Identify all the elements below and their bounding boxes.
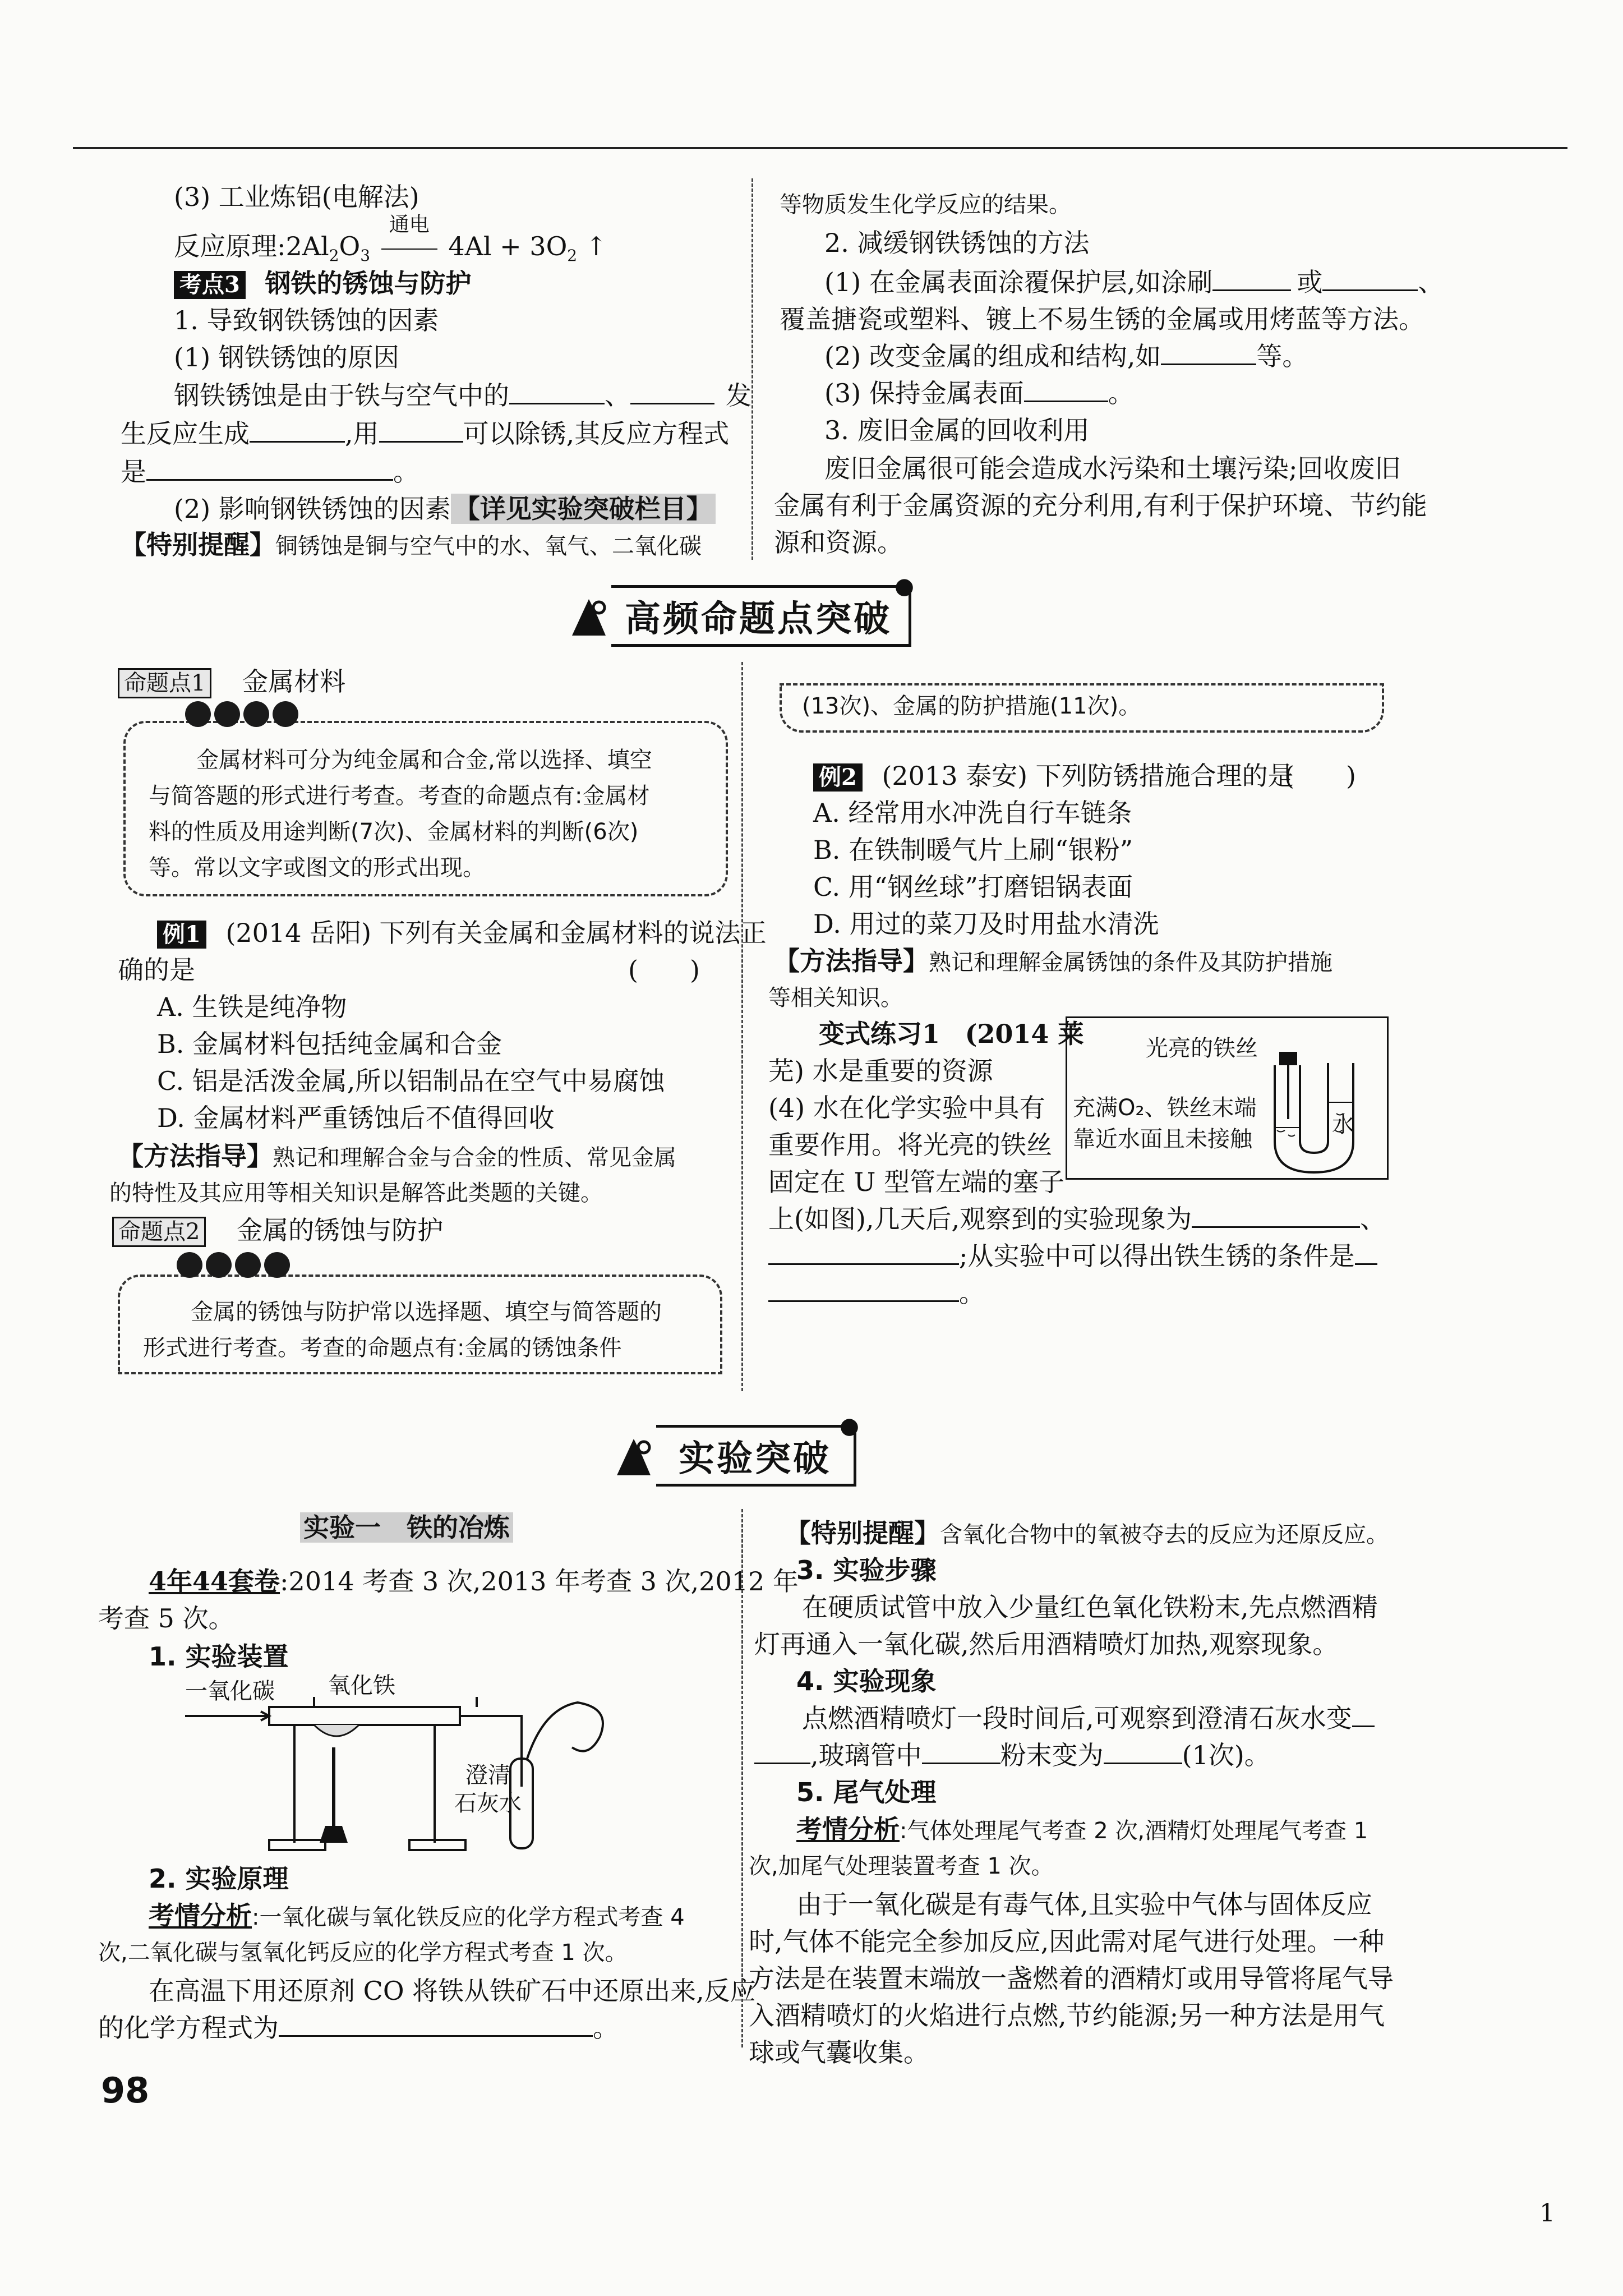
summary-line: 形式进行考查。考查的命题点有:金属的锈蚀条件 bbox=[143, 1335, 622, 1361]
u-tube-drawing bbox=[1067, 1018, 1387, 1178]
text-line: ,玻璃管中 粉末变为 (1次)。 bbox=[754, 1737, 1270, 1774]
proposition-label: 命题点1 bbox=[118, 668, 211, 698]
text-line: 。 bbox=[768, 1274, 985, 1312]
text-line: 1. 导致钢铁锈蚀的因素 bbox=[174, 305, 439, 335]
proposition-heading: 命题点1 金属材料 bbox=[118, 663, 345, 700]
figure-label: 石灰水 bbox=[454, 1791, 522, 1816]
answer-blank[interactable] bbox=[1024, 378, 1108, 402]
analysis-line: 考情分析:一氧化碳与氧化铁反应的化学方程式考查 4 bbox=[149, 1901, 685, 1931]
option-item[interactable]: A. 生铁是纯净物 bbox=[157, 992, 347, 1022]
banner-logo-icon bbox=[566, 591, 611, 641]
text-line: 生反应生成 ,用 可以除锈,其反应方程式 bbox=[121, 418, 730, 449]
example-heading: 例1 (2014 岳阳) 下列有关金属和金属材料的说法正 bbox=[157, 914, 767, 951]
banner-title: 高频命题点突破 ● bbox=[611, 585, 911, 647]
text-line: 在硬质试管中放入少量红色氧化铁粉末,先点燃酒精 bbox=[802, 1592, 1378, 1622]
banner-logo-icon bbox=[611, 1430, 656, 1481]
answer-blank[interactable] bbox=[768, 1241, 959, 1265]
proposition-heading: 命题点2 金属的锈蚀与防护 bbox=[112, 1212, 443, 1249]
page-number: 98 bbox=[101, 2070, 150, 2111]
guide-line: 的特性及其应用等相关知识是解答此类题的关键。 bbox=[109, 1180, 603, 1206]
text-line: (3) 工业炼铝(电解法) bbox=[174, 182, 419, 212]
text-line: 入酒精喷灯的火焰进行点燃,节约能源;另一种方法是用气 bbox=[749, 2000, 1385, 2031]
option-item[interactable]: D. 金属材料严重锈蚀后不值得回收 bbox=[157, 1103, 555, 1133]
text-line: (4) 水在化学实验中具有 bbox=[768, 1093, 1045, 1123]
section-banner-experiment bbox=[611, 1413, 861, 1484]
text-line: 固定在 U 型管左端的塞子 bbox=[768, 1167, 1065, 1197]
text-line: 上(如图),几天后,观察到的实验现象为 、 bbox=[768, 1204, 1386, 1234]
text-line: 的化学方程式为 。 bbox=[98, 2013, 619, 2043]
kaodian-heading: 考点3 钢铁的锈蚀与防护 bbox=[174, 265, 471, 302]
stat-line: 考查 5 次。 bbox=[98, 1603, 234, 1634]
text-line: 点燃酒精喷灯一段时间后,可观察到澄清石灰水变 bbox=[802, 1700, 1375, 1737]
text-line: (1) 钢铁锈蚀的原因 bbox=[174, 342, 399, 372]
guide-line: 【方法指导】熟记和理解合金与合金的性质、常见金属 bbox=[118, 1141, 676, 1171]
text-line: 时,气体不能完全参加反应,因此需对尾气进行处理。一种 bbox=[749, 1926, 1385, 1957]
text-line: 由于一氧化碳是有毒气体,且实验中气体与固体反应 bbox=[796, 1889, 1372, 1920]
corner-number: 1 bbox=[1539, 2199, 1555, 2228]
figure-label: 水 bbox=[1332, 1112, 1354, 1138]
reaction-arrow: 通电 bbox=[379, 228, 440, 265]
step-heading: 5. 尾气处理 bbox=[796, 1777, 937, 1807]
step-heading: 2. 实验原理 bbox=[149, 1864, 289, 1894]
text-line: ;从实验中可以得出铁生锈的条件是 bbox=[768, 1237, 1377, 1274]
decor-dots bbox=[185, 701, 298, 727]
figure-label: 充满O₂、铁丝末端 bbox=[1073, 1095, 1257, 1121]
answer-blank[interactable] bbox=[1104, 1740, 1182, 1764]
tip-line: 【特别提醒】铜锈蚀是铜与空气中的水、氧气、二氧化碳 bbox=[121, 530, 702, 560]
option-item[interactable]: B. 在铁制暖气片上刷“银粉” bbox=[813, 835, 1133, 865]
analysis-line: 考情分析:气体处理尾气考查 2 次,酒精灯处理尾气考查 1 bbox=[796, 1814, 1368, 1844]
highlight-tag: 【详见实验突破栏目】 bbox=[451, 494, 716, 524]
u-tube-figure bbox=[1066, 1016, 1389, 1180]
banner-dot-icon: ● bbox=[895, 573, 916, 599]
summary-line: 与简答题的形式进行考查。考查的命题点有:金属材 bbox=[149, 783, 650, 809]
summary-line: 料的性质及用途判断(7次)、金属材料的判断(6次) bbox=[149, 819, 639, 845]
column-divider bbox=[741, 662, 743, 1391]
decor-dots bbox=[177, 1252, 290, 1278]
text-line: (2) 改变金属的组成和结构,如 等。 bbox=[824, 341, 1308, 371]
example-label: 例1 bbox=[157, 921, 206, 949]
option-item[interactable]: A. 经常用水冲洗自行车链条 bbox=[813, 798, 1132, 828]
text-line: 等物质发生化学反应的结果。 bbox=[780, 192, 1071, 218]
text-line: (2) 影响钢铁锈蚀的因素 【详见实验突破栏目】 bbox=[174, 490, 716, 527]
answer-blank[interactable] bbox=[1322, 267, 1418, 291]
answer-blank[interactable] bbox=[1192, 1204, 1360, 1228]
answer-blank[interactable] bbox=[379, 418, 463, 443]
answer-blank[interactable] bbox=[922, 1740, 1000, 1764]
answer-blank[interactable] bbox=[1212, 267, 1291, 291]
column-divider bbox=[751, 178, 753, 560]
text-line: 覆盖搪瓷或塑料、镀上不易生锈的金属或用烤蓝等方法。 bbox=[780, 304, 1424, 334]
summary-line: 金属的锈蚀与防护常以选择题、填空与简答题的 bbox=[191, 1299, 662, 1325]
equation-line: 反应原理$:2Al_2O_3$ 通电 $4Al + 3O_2$ ↑ bbox=[174, 213, 607, 265]
answer-blank[interactable] bbox=[1355, 1241, 1377, 1265]
example-label: 例2 bbox=[813, 763, 863, 792]
option-item[interactable]: C. 铝是活泼金属,所以铝制品在空气中易腐蚀 bbox=[157, 1066, 665, 1096]
tip-line: 【特别提醒】含氧化合物中的氧被夺去的反应为还原反应。 bbox=[785, 1518, 1389, 1548]
step-heading: 1. 实验装置 bbox=[149, 1641, 289, 1672]
answer-blank[interactable] bbox=[146, 457, 393, 481]
section-banner-high-freq bbox=[566, 573, 916, 644]
header-rule bbox=[73, 147, 1567, 149]
text-line: 钢铁锈蚀是由于铁与空气中的 、 发 bbox=[174, 380, 751, 411]
text-line: 方法是在装置末端放一盏燃着的酒精灯或用导管将尾气导 bbox=[749, 1963, 1394, 1994]
answer-blank[interactable] bbox=[630, 380, 714, 404]
text-line: 是 。 bbox=[121, 457, 419, 487]
figure-label: 澄清 bbox=[465, 1763, 510, 1788]
answer-blank[interactable] bbox=[250, 418, 345, 443]
step-heading: 4. 实验现象 bbox=[796, 1666, 937, 1696]
text-line: (3) 保持金属表面 。 bbox=[824, 378, 1134, 408]
answer-paren[interactable]: ( ) bbox=[628, 955, 700, 985]
answer-blank[interactable] bbox=[1161, 341, 1256, 365]
example-heading: 例2 (2013 泰安) 下列防锈措施合理的是 bbox=[813, 757, 1294, 794]
text-line: 球或气囊收集。 bbox=[749, 2037, 929, 2068]
option-item[interactable]: C. 用“钢丝球”打磨铝锅表面 bbox=[813, 872, 1133, 902]
figure-label: 光亮的铁丝 bbox=[1146, 1036, 1258, 1061]
text-line: 废旧金属很可能会造成水污染和土壤污染;回收废旧 bbox=[824, 453, 1401, 484]
figure-label: 靠近水面且未接触 bbox=[1073, 1126, 1252, 1152]
summary-line: 金属材料可分为纯金属和合金,常以选择、填空 bbox=[196, 747, 652, 773]
guide-line: 等相关知识。 bbox=[768, 985, 903, 1011]
answer-blank[interactable] bbox=[509, 380, 605, 404]
apparatus-drawing bbox=[185, 1674, 634, 1860]
text-line: 2. 减缓钢铁锈蚀的方法 bbox=[824, 228, 1090, 258]
proposition-label: 命题点2 bbox=[112, 1217, 206, 1247]
text-line: 灯再通入一氧化碳,然后用酒精喷灯加热,观察现象。 bbox=[754, 1629, 1339, 1659]
text-line: (1) 在金属表面涂覆保护层,如涂刷 或 、 bbox=[824, 267, 1444, 297]
figure-label: 一氧化碳 bbox=[185, 1678, 275, 1704]
step-heading: 3. 实验步骤 bbox=[796, 1555, 937, 1585]
option-item[interactable]: B. 金属材料包括纯金属和合金 bbox=[157, 1029, 502, 1059]
text-line: 在高温下用还原剂 CO 将铁从铁矿石中还原出来,反应 bbox=[149, 1976, 756, 2006]
guide-line: 【方法指导】熟记和理解金属锈蚀的条件及其防护措施 bbox=[774, 946, 1332, 976]
analysis-line: 次,加尾气处理装置考查 1 次。 bbox=[749, 1853, 1054, 1879]
experiment-title: 实验一 铁的冶炼 bbox=[300, 1509, 513, 1546]
banner-dot-icon: ● bbox=[840, 1413, 861, 1439]
variant-heading: 变式练习1 (2014 莱 bbox=[819, 1019, 1084, 1049]
figure-label: 氧化铁 bbox=[328, 1673, 395, 1699]
answer-blank[interactable] bbox=[279, 2013, 593, 2037]
option-item[interactable]: D. 用过的菜刀及时用盐水清洗 bbox=[813, 909, 1159, 939]
banner-title: 实验突破 ● bbox=[656, 1425, 856, 1487]
answer-blank[interactable] bbox=[754, 1740, 810, 1764]
text-line: 芜) 水是重要的资源 bbox=[768, 1056, 993, 1086]
answer-paren[interactable]: ( ) bbox=[1284, 761, 1356, 791]
answer-blank[interactable] bbox=[768, 1278, 959, 1302]
kaodian-label: 考点3 bbox=[174, 271, 246, 299]
text-line: 金属有利于金属资源的充分利用,有利于保护环境、节约能 bbox=[774, 490, 1427, 521]
apparatus-figure bbox=[185, 1674, 634, 1860]
answer-blank[interactable] bbox=[1352, 1703, 1375, 1727]
text-line: 3. 废旧金属的回收利用 bbox=[824, 415, 1090, 445]
stat-line: 4年44套卷:2014 考查 3 次,2013 年考查 3 次,2012 年 bbox=[149, 1566, 799, 1596]
column-divider bbox=[741, 1509, 743, 2047]
summary-line: (13次)、金属的防护措施(11次)。 bbox=[802, 693, 1141, 719]
summary-line: 等。常以文字或图文的形式出现。 bbox=[149, 855, 485, 881]
text-line: 源和资源。 bbox=[774, 527, 903, 558]
analysis-line: 次,二氧化碳与氢氧化钙反应的化学方程式考查 1 次。 bbox=[98, 1940, 628, 1966]
text-line: 重要作用。将光亮的铁丝 bbox=[768, 1130, 1052, 1160]
text-line: 确的是 bbox=[118, 955, 195, 985]
